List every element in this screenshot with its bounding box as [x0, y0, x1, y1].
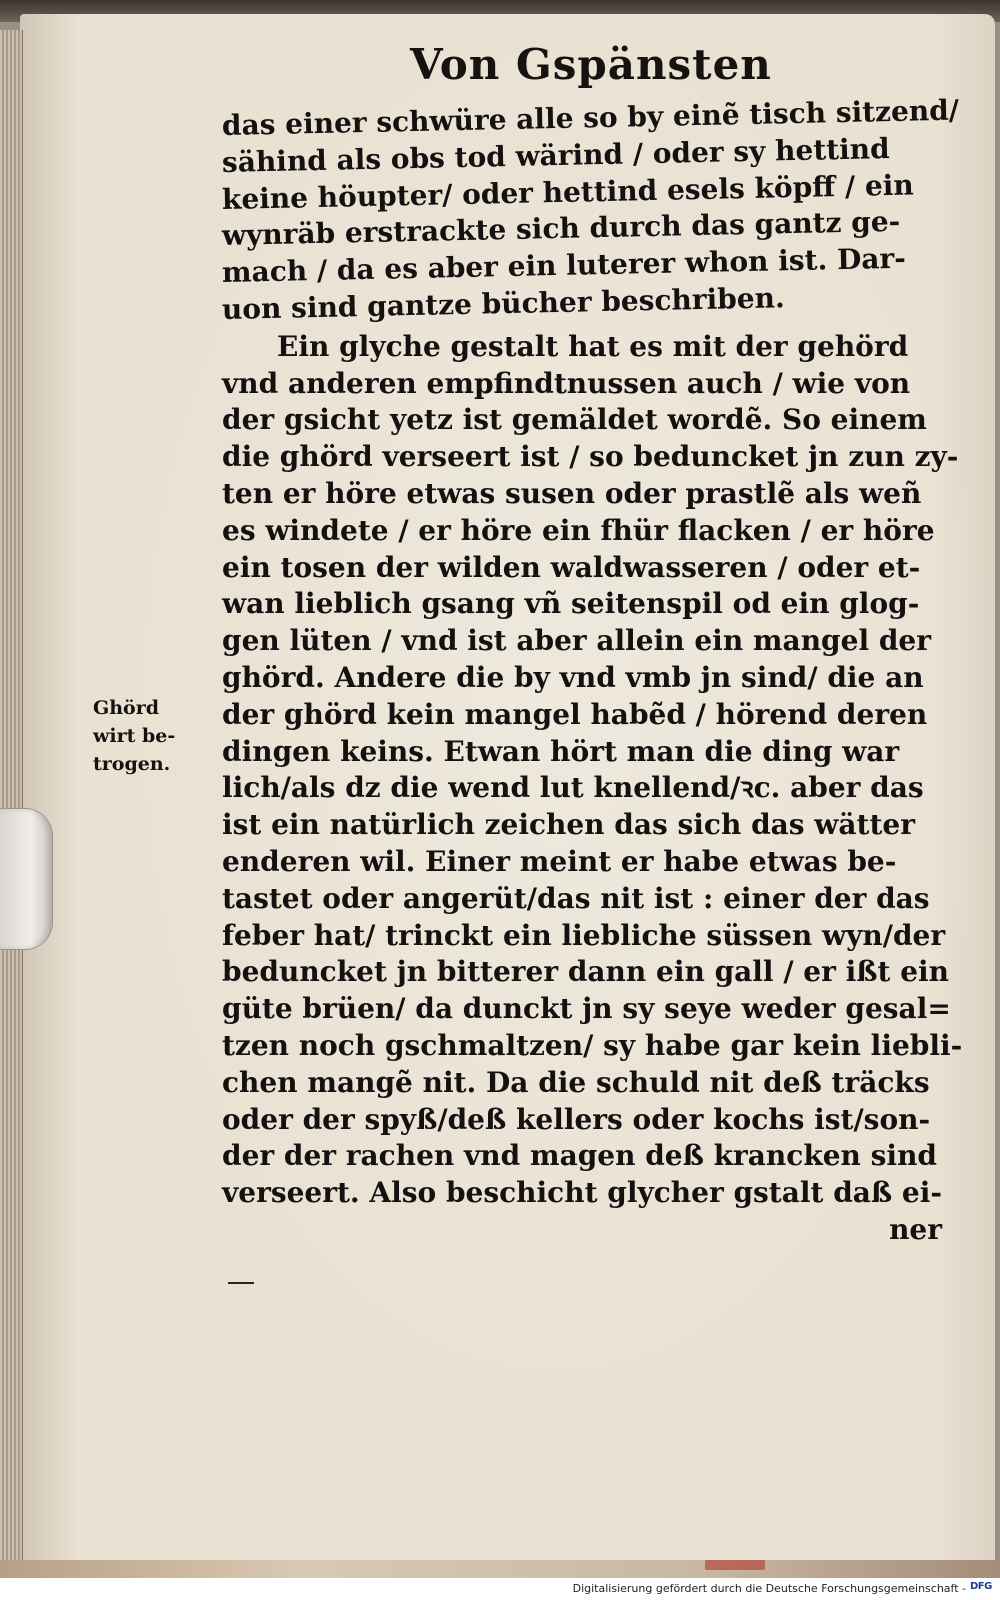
text-line: ten er höre etwas susen oder prastlẽ als weñ	[222, 476, 922, 510]
text-line: enderen wil. Einer meint er habe etwas be-	[222, 844, 897, 878]
margin-note-line: wirt be-	[93, 725, 176, 747]
text-line: lich/als dz die wend lut knellend/ꝛc. aber das	[222, 771, 924, 805]
text-line: wynräb erstrackte sich durch das gantz ge-	[221, 205, 901, 253]
text-line: gen lüten / vnd ist aber allein ein mangel der	[222, 624, 931, 658]
text-line: das einer schwüre alle so by einẽ tisch sitzend/	[221, 93, 960, 142]
ink-stroke	[228, 1282, 254, 1284]
footer-credit: Digitalisierung gefördert durch die Deutsche Forschungsgemeinschaft -	[572, 1582, 966, 1595]
catchword: ner	[889, 1212, 942, 1246]
text-line: beduncket jn bitterer dann ein gall / er ißt ein	[222, 955, 950, 989]
text-line: der ghörd kein mangel habẽd / hörend deren	[222, 697, 928, 731]
text-line: die ghörd verseert ist / so beduncket jn zun zy-	[222, 440, 959, 474]
text-line: verseert. Also beschicht glycher gstalt daß ei-	[222, 1176, 943, 1210]
text-line: mach / da es aber ein luterer whon ist. Dar-	[221, 241, 907, 290]
text-line: ist ein natürlich zeichen das sich das wätter	[222, 808, 915, 842]
binding-clip	[0, 808, 53, 950]
text-line: tzen noch gschmaltzen/ sy habe gar kein liebli-	[222, 1028, 963, 1062]
text-line: dingen keins. Etwan hört man die ding war	[222, 734, 900, 768]
text-line: sähind als obs tod wärind / oder sy hettind	[221, 131, 891, 179]
body-text	[221, 93, 963, 1249]
text-line: wan lieblich gsang vñ seitenspil od ein glog-	[222, 587, 920, 621]
margin-note-line: Ghörd	[93, 697, 160, 719]
text-line: feber hat/ trinckt ein liebliche süssen wyn/der	[222, 918, 946, 952]
text-line: der gsicht yetz ist gemäldet wordẽ. So einem	[222, 403, 927, 437]
text-line: vnd anderen empfindtnussen auch / wie von	[222, 366, 911, 400]
text-line: es windete / er höre ein fhür flacken / er höre	[222, 513, 935, 547]
margin-note-line: trogen.	[93, 753, 171, 775]
dfg-logo-icon: DFG	[970, 1581, 992, 1592]
text-line: ghörd. Andere die by vnd vmb jn sind/ die an	[222, 660, 924, 694]
text-line: güte brüen/ da dunckt jn sy seye weder gesal=	[222, 992, 951, 1026]
text-line: chen mangẽ nit. Da die schuld nit deß träcks	[222, 1065, 930, 1099]
text-line: uon sind gantze bücher beschriben.	[221, 281, 786, 326]
text-line: tastet oder angerüt/das nit ist : einer der das	[222, 881, 930, 915]
margin-note	[93, 694, 203, 778]
text-line: der der rachen vnd magen deß krancken sind	[222, 1139, 937, 1173]
footer-bar	[0, 1578, 1000, 1600]
page-edges	[0, 30, 23, 1565]
text-line: keine höupter/ oder hettind esels köpff / ein	[221, 168, 915, 216]
red-ribbon-mark	[705, 1560, 765, 1570]
text-line: ein tosen der wilden waldwasseren / oder et-	[222, 550, 921, 584]
text-line: oder der spyß/deß kellers oder kochs ist/son-	[222, 1102, 931, 1136]
running-head: Von Gspänsten	[410, 40, 772, 89]
text-line: Ein glyche gestalt hat es mit der gehörd	[277, 329, 909, 363]
scan-bottom-edge	[0, 1560, 1000, 1578]
